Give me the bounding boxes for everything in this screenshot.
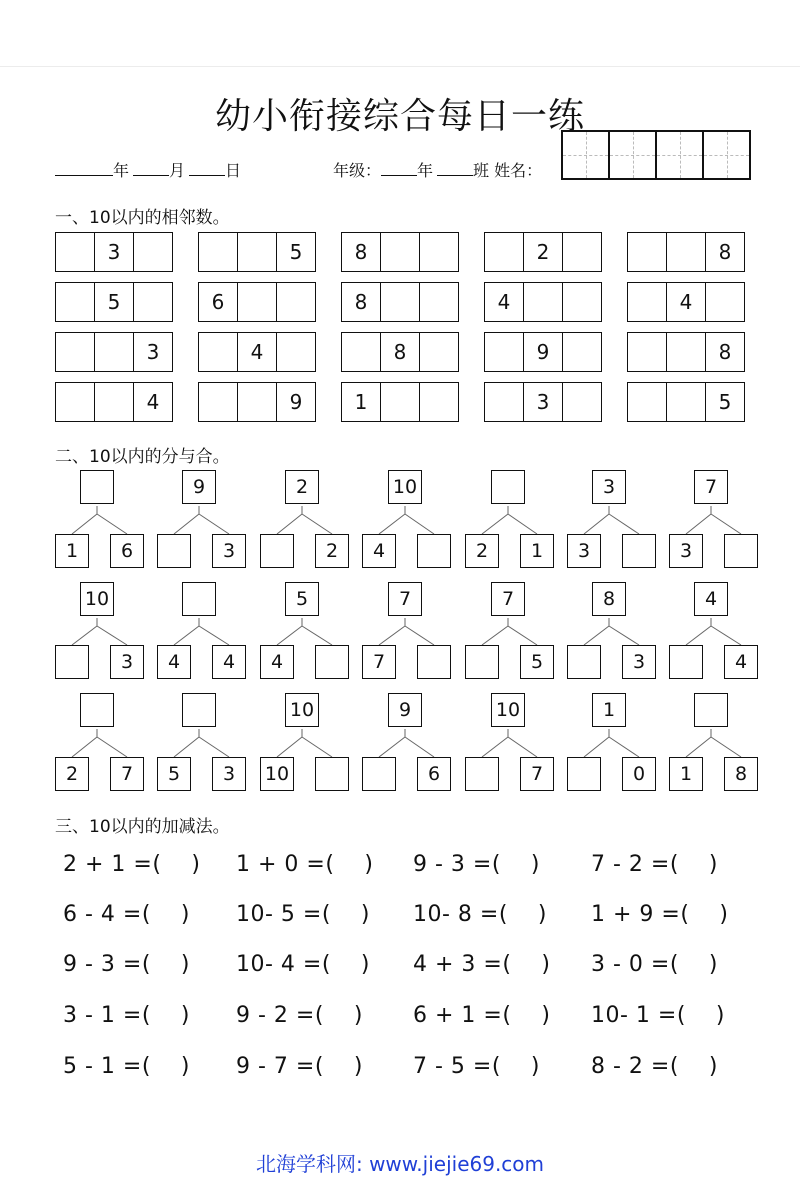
given-number: 8	[705, 233, 744, 271]
part-answer-box[interactable]	[315, 645, 349, 679]
tree-branch-line	[609, 626, 639, 645]
footer-website: 北海学科网: www.jiejie69.com	[255, 1152, 545, 1176]
part-answer-box[interactable]	[567, 757, 601, 791]
tree-branch-line	[711, 514, 741, 534]
tree-branch-line	[686, 737, 711, 757]
given-number: 8	[354, 240, 368, 264]
part-number-box: 1	[55, 534, 89, 568]
part-number-box: 7	[110, 757, 144, 791]
equation-item[interactable]: 7 - 2 =( )	[591, 852, 718, 877]
tree-branch-line	[405, 514, 434, 534]
whole-number-box: 3	[592, 470, 626, 504]
tree-branch-line	[584, 626, 609, 645]
section-arithmetic-title: 三、10以内的加减法。	[55, 817, 230, 837]
part-answer-box[interactable]	[315, 757, 349, 791]
given-number: 5	[705, 383, 744, 421]
tree-branch-line	[277, 514, 302, 534]
equation-item[interactable]: 4 + 3 =( )	[413, 952, 551, 977]
whole-answer-box[interactable]	[491, 470, 525, 504]
tree-branch-line	[686, 626, 711, 645]
tree-branch-line	[199, 514, 229, 534]
equation-item[interactable]: 6 - 4 =( )	[63, 902, 190, 927]
part-answer-box[interactable]	[417, 645, 451, 679]
part-number-box: 3	[567, 534, 601, 568]
given-number: 5	[276, 233, 315, 271]
part-number-box: 4	[724, 645, 758, 679]
tree-branch-line	[174, 737, 199, 757]
part-number-box: 2	[55, 757, 89, 791]
given-number: 3	[94, 233, 133, 271]
whole-number-box: 10	[80, 582, 114, 616]
part-number-box: 6	[110, 534, 144, 568]
part-number-box: 0	[622, 757, 656, 791]
given-number: 3	[523, 383, 562, 421]
equation-item[interactable]: 8 - 2 =( )	[591, 1054, 718, 1079]
tree-branch-line	[199, 737, 229, 757]
grade-unit: 年	[417, 161, 434, 180]
part-answer-box[interactable]	[362, 757, 396, 791]
tree-branch-line	[277, 737, 302, 757]
tree-branch-line	[609, 514, 639, 534]
grade-label: 年级：	[333, 161, 382, 180]
whole-number-box: 4	[694, 582, 728, 616]
part-number-box: 3	[622, 645, 656, 679]
equation-item[interactable]: 10- 1 =( )	[591, 1003, 725, 1028]
part-number-box: 4	[260, 645, 294, 679]
tree-branch-line	[97, 514, 127, 534]
tree-branch-line	[302, 737, 332, 757]
equation-item[interactable]: 9 - 7 =( )	[236, 1054, 363, 1079]
whole-number-box: 2	[285, 470, 319, 504]
tree-branch-line	[482, 514, 508, 534]
part-number-box: 1	[669, 757, 703, 791]
part-answer-box[interactable]	[260, 534, 294, 568]
part-number-box: 2	[315, 534, 349, 568]
section-neighbors-title: 一、10以内的相邻数。	[55, 208, 230, 228]
tree-branch-line	[482, 626, 508, 645]
whole-number-box: 1	[592, 693, 626, 727]
given-number: 8	[380, 333, 419, 371]
given-number: 8	[354, 290, 368, 314]
equation-item[interactable]: 6 + 1 =( )	[413, 1003, 551, 1028]
part-answer-box[interactable]	[465, 645, 499, 679]
page-title: 幼小衔接综合每日一练	[214, 96, 585, 137]
part-answer-box[interactable]	[157, 534, 191, 568]
tree-branch-line	[508, 626, 537, 645]
part-answer-box[interactable]	[669, 645, 703, 679]
tree-branch-line	[302, 626, 332, 645]
equation-item[interactable]: 9 - 3 =( )	[413, 852, 540, 877]
equation-item[interactable]: 1 + 9 =( )	[591, 902, 729, 927]
equation-item[interactable]: 2 + 1 =( )	[63, 852, 201, 877]
month-label: 月	[169, 161, 186, 180]
equation-item[interactable]: 10- 8 =( )	[413, 902, 547, 927]
tree-branch-line	[584, 737, 609, 757]
tree-branch-line	[72, 737, 97, 757]
given-number: 2	[523, 233, 562, 271]
part-number-box: 4	[362, 534, 396, 568]
section-decompose-title: 二、10以内的分与合。	[55, 447, 230, 467]
given-number: 4	[497, 290, 511, 314]
whole-answer-box[interactable]	[80, 693, 114, 727]
tree-branch-line	[174, 514, 199, 534]
tree-branch-line	[199, 626, 229, 645]
part-answer-box[interactable]	[465, 757, 499, 791]
tree-branch-line	[508, 514, 537, 534]
tree-branch-line	[379, 626, 405, 645]
equation-item[interactable]: 3 - 1 =( )	[63, 1003, 190, 1028]
whole-number-box: 5	[285, 582, 319, 616]
equation-item[interactable]: 7 - 5 =( )	[413, 1054, 540, 1079]
whole-number-box: 7	[491, 582, 525, 616]
given-number: 9	[523, 333, 562, 371]
tree-branch-line	[686, 514, 711, 534]
part-number-box: 3	[212, 757, 246, 791]
part-answer-box[interactable]	[724, 534, 758, 568]
given-number: 4	[133, 383, 172, 421]
tree-branch-line	[379, 737, 405, 757]
tree-branch-line	[277, 626, 302, 645]
given-number: 4	[666, 283, 705, 321]
given-number: 8	[705, 333, 744, 371]
whole-answer-box[interactable]	[182, 582, 216, 616]
part-number-box: 8	[724, 757, 758, 791]
given-number: 5	[94, 283, 133, 321]
part-number-box: 4	[212, 645, 246, 679]
part-number-box: 3	[669, 534, 703, 568]
given-number: 6	[211, 290, 225, 314]
part-number-box: 2	[465, 534, 499, 568]
tree-branch-line	[174, 626, 199, 645]
whole-number-box: 10	[388, 470, 422, 504]
tree-branch-line	[584, 514, 609, 534]
whole-number-box: 8	[592, 582, 626, 616]
class-label: 班	[473, 161, 490, 180]
part-answer-box[interactable]	[55, 645, 89, 679]
part-number-box: 5	[520, 645, 554, 679]
whole-number-box: 10	[285, 693, 319, 727]
equation-item[interactable]: 9 - 2 =( )	[236, 1003, 363, 1028]
year-label: 年	[113, 161, 130, 180]
tree-branch-line	[711, 626, 741, 645]
day-label: 日	[225, 161, 242, 180]
whole-number-box: 10	[491, 693, 525, 727]
part-answer-box[interactable]	[567, 645, 601, 679]
part-number-box: 7	[520, 757, 554, 791]
whole-number-box: 9	[388, 693, 422, 727]
tree-branch-line	[72, 514, 97, 534]
equation-item[interactable]: 10- 4 =( )	[236, 952, 370, 977]
part-number-box: 4	[157, 645, 191, 679]
part-number-box: 6	[417, 757, 451, 791]
tree-branch-line	[97, 626, 127, 645]
part-number-box: 1	[520, 534, 554, 568]
tree-branch-line	[508, 737, 537, 757]
tree-branch-line	[482, 737, 508, 757]
given-number: 4	[237, 333, 276, 371]
tree-branch-line	[405, 626, 434, 645]
tree-branch-line	[379, 514, 405, 534]
equation-item[interactable]: 5 - 1 =( )	[63, 1054, 190, 1079]
whole-number-box: 7	[694, 470, 728, 504]
equation-item[interactable]: 9 - 3 =( )	[63, 952, 190, 977]
tree-branch-line	[711, 737, 741, 757]
part-answer-box[interactable]	[622, 534, 656, 568]
tree-branch-line	[302, 514, 332, 534]
tree-branch-line	[609, 737, 639, 757]
part-number-box: 10	[260, 757, 294, 791]
equation-item[interactable]: 3 - 0 =( )	[591, 952, 718, 977]
given-number: 3	[133, 333, 172, 371]
whole-number-box: 7	[388, 582, 422, 616]
name-label: 姓名：	[494, 161, 543, 180]
tree-branch-line	[405, 737, 434, 757]
equation-item[interactable]: 10- 5 =( )	[236, 902, 370, 927]
equation-item[interactable]: 1 + 0 =( )	[236, 852, 374, 877]
part-number-box: 5	[157, 757, 191, 791]
whole-number-box: 9	[182, 470, 216, 504]
tree-branch-line	[72, 626, 97, 645]
given-number: 9	[276, 383, 315, 421]
part-answer-box[interactable]	[417, 534, 451, 568]
whole-answer-box[interactable]	[182, 693, 216, 727]
tree-branch-line	[97, 737, 127, 757]
part-number-box: 7	[362, 645, 396, 679]
part-number-box: 3	[212, 534, 246, 568]
whole-answer-box[interactable]	[80, 470, 114, 504]
part-number-box: 3	[110, 645, 144, 679]
whole-answer-box[interactable]	[694, 693, 728, 727]
given-number: 1	[354, 390, 368, 414]
